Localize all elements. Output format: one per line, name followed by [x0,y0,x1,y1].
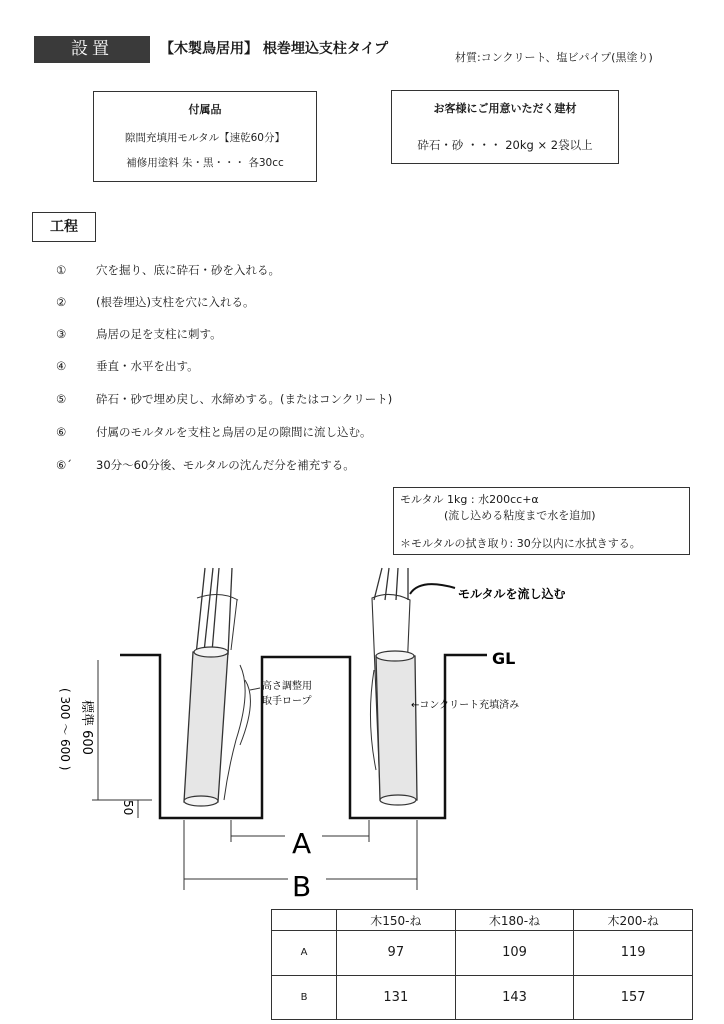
table-cell: 97 [337,931,456,976]
step-text: 付属のモルタルを支柱と鳥居の足の隙間に流し込む。 [96,425,372,439]
step-number: ④ [56,359,67,373]
ground-level-label: GL [492,649,516,668]
depth-label: 標準 600 [79,700,94,755]
step-item [56,424,372,440]
step-text: 穴を掘り、底に砕石・砂を入れる。 [96,263,280,277]
step-item [56,457,355,473]
steps-heading: 工程 [32,212,96,242]
step-number: ⑥´ [56,458,73,472]
accessories-item: 隙間充填用モルタル【速乾60分】 [125,132,285,144]
installation-diagram [0,560,724,905]
right-column [370,568,417,805]
step-number: ① [56,263,67,277]
table-header-cell: 木150-ね [337,910,456,931]
table-row-label: A [272,931,337,976]
rope-label: 取手ロープ [262,696,312,707]
step-item [56,326,222,342]
table-header-row [272,910,693,931]
mortar-wipe-note: ＊モルタルの拭き取り: 30分以内に水拭きする。 [400,537,641,550]
customer-materials-box [391,90,619,164]
pour-label: モルタルを流し込む [458,587,566,601]
step-text: 鳥居の足を支柱に刺す。 [96,327,222,341]
table-cell: 143 [455,975,574,1020]
table-header-cell [272,910,337,931]
step-item [56,358,199,374]
depth-range-label: ( 300 ～ 600 ) [58,688,72,771]
mortar-note-box [393,487,690,555]
step-text: 砕石・砂で埋め戻し、水締めする。(またはコンクリート) [96,392,393,406]
step-text: 30分～60分後、モルタルの沈んだ分を補充する。 [96,458,355,472]
step-text: (根巻埋込)支柱を穴に入れる。 [96,295,255,309]
dimension-a-label: A [292,827,312,860]
table-cell: 131 [337,975,456,1020]
table-header-cell: 木180-ね [455,910,574,931]
accessories-title: 付属品 [188,103,222,116]
table-row [272,931,693,976]
section-tag-installation: 設置 [34,36,150,63]
accessories-box [93,91,317,182]
mortar-viscosity-note: (流し込める粘度まで水を追加) [444,509,596,522]
customer-materials-item: 砕石・砂 ・・・ 20kg × 2袋以上 [417,138,593,152]
table-header-cell: 木200-ね [574,910,693,931]
table-cell: 157 [574,975,693,1020]
step-text: 垂直・水平を出す。 [96,359,199,373]
pour-arrow [410,584,455,594]
page-title: 【木製鳥居用】 根巻埋込支柱タイプ [160,41,389,57]
accessories-item: 補修用塗料 朱・黒・・・ 各30cc [126,157,284,169]
table-cell: 109 [455,931,574,976]
left-column [184,568,250,806]
step-item [56,262,280,278]
dimension-b-label: B [292,870,312,903]
step-number: ③ [56,327,67,341]
step-number: ② [56,295,67,309]
material-note: 材質:コンクリート、塩ビパイプ(黒塗り) [455,51,653,64]
table-row [272,975,693,1020]
table-cell: 119 [574,931,693,976]
dimensions-table [271,909,693,1020]
step-number: ⑥ [56,425,67,439]
ground-profile-line [120,655,487,818]
bottom-thickness-label: 50 [121,800,135,816]
mortar-ratio: モルタル 1kg : 水200cc+α [400,493,539,506]
table-row-label: B [272,975,337,1020]
step-number: ⑤ [56,392,67,406]
step-item [56,391,392,407]
customer-materials-title: お客様にご用意いただく建材 [433,102,577,115]
concrete-filled-label: ←コンクリート充填済み [411,700,520,711]
step-item [56,294,254,310]
rope-label: 高さ調整用 [262,681,312,692]
